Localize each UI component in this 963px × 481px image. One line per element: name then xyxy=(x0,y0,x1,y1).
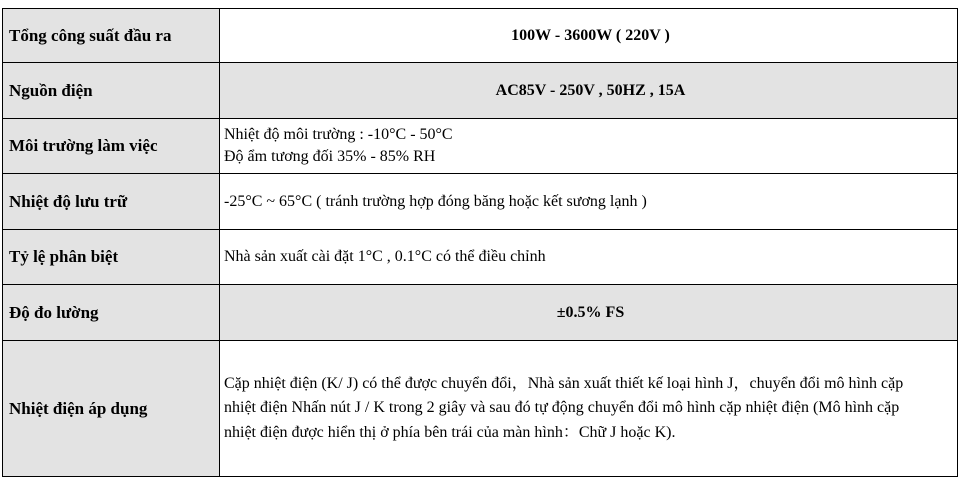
spec-row-resolution xyxy=(3,230,958,285)
spec-value: AC85V - 250V , 50HZ , 15A xyxy=(220,63,958,119)
spec-value: 100W - 3600W ( 220V ) xyxy=(220,9,958,63)
spec-row-thermocouple xyxy=(3,341,958,477)
spec-label: Nhiệt điện áp dụng xyxy=(3,341,220,477)
spec-row-working-environment xyxy=(3,119,958,174)
spec-label: Độ đo lường xyxy=(3,285,220,341)
spec-value-line: Nhiệt độ môi trường : -10°C - 50°C xyxy=(224,126,453,143)
spec-row-accuracy xyxy=(3,285,958,341)
spec-label: Nhiệt độ lưu trữ xyxy=(3,174,220,230)
spec-value xyxy=(220,341,958,477)
spec-label: Tỷ lệ phân biệt xyxy=(3,230,220,285)
spec-row-storage-temperature xyxy=(3,174,958,230)
spec-label: Nguồn điện xyxy=(3,63,220,119)
spec-table xyxy=(2,8,958,477)
spec-value: -25°C ~ 65°C ( tránh trường hợp đóng băng hoặc kết sương lạnh ) xyxy=(220,174,958,230)
spec-value-paragraph: Cặp nhiệt điện (K/ J) có thể được chuyển đổi，Nhà sản xuất thiết kế loại hình J，chuyển đổi mô hình cặp nhiệt điện Nhấn nút J / K trong 2 giây và sau đó tự động chuyển đổi mô hình cặp nhiệt điện (Mô hình cặp nhiệt điện được hiển thị ở phía bên trái của màn hình：Chữ J hoặc K). xyxy=(224,374,904,441)
spec-label: Tổng công suất đầu ra xyxy=(3,9,220,63)
spec-value xyxy=(220,119,958,174)
spec-value: Nhà sản xuất cài đặt 1°C , 0.1°C có thể điều chỉnh xyxy=(220,230,958,285)
spec-row-power-source xyxy=(3,63,958,119)
spec-value-line: Độ ẩm tương đối 35% - 85% RH xyxy=(224,148,436,165)
spec-value: ±0.5% FS xyxy=(220,285,958,341)
spec-label: Môi trường làm việc xyxy=(3,119,220,174)
spec-row-total-power xyxy=(3,9,958,63)
